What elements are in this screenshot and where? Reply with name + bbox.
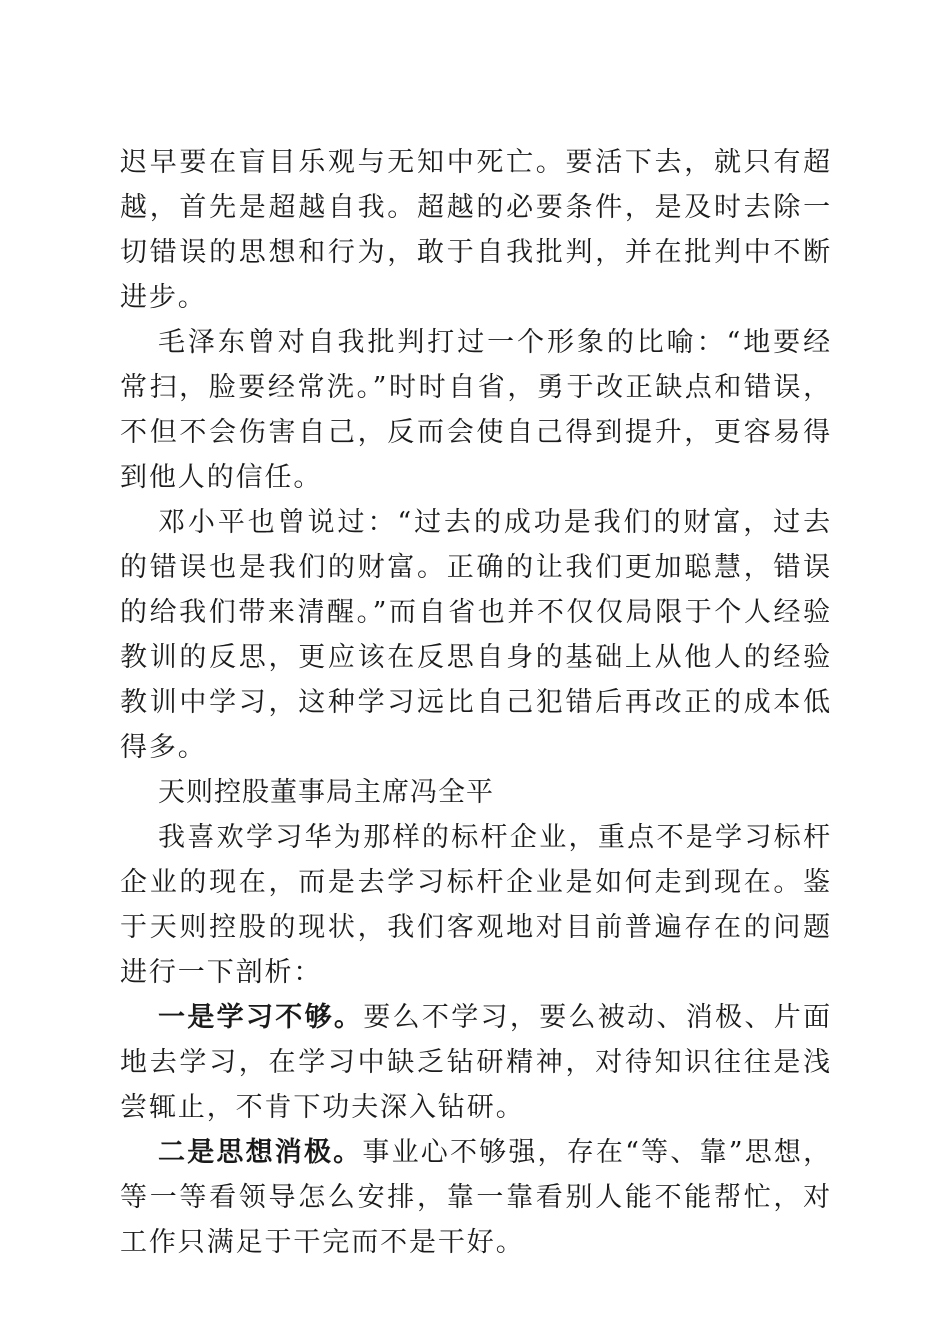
section-speaker-heading	[120, 770, 832, 815]
paragraph-benchmark	[120, 815, 832, 995]
paragraph-deng-xiaoping	[120, 500, 832, 770]
paragraph-mao-zedong	[120, 320, 832, 500]
paragraph-text: 毛泽东曾对自我批判打过一个形象的比喻：“地要经常扫，脸要经常洗。”时时自省，勇于改正缺点和错误，不但不会伤害自己，反而会使自己得到提升，更容易得到他人的信任。	[120, 327, 832, 493]
paragraph-text: 事业心不够强，存在“等、靠”思想，等一等看领导怎么安排，靠一靠看别人能不能帮忙，对工作只满足于干完而不是干好。	[120, 1137, 832, 1258]
paragraph-point-one	[120, 995, 832, 1130]
point-lead: 一是学习不够。	[158, 1002, 364, 1033]
paragraph-point-two	[120, 1130, 832, 1265]
paragraph-text: 天则控股董事局主席冯全平	[158, 777, 494, 808]
paragraph-text: 迟早要在盲目乐观与无知中死亡。要活下去，就只有超越，首先是超越自我。超越的必要条件，是及时去除一切错误的思想和行为，敢于自我批判，并在批判中不断进步。	[120, 147, 832, 313]
point-lead: 二是思想消极。	[158, 1137, 363, 1168]
paragraph-text: 邓小平也曾说过：“过去的成功是我们的财富，过去的错误也是我们的财富。正确的让我们更加聪慧，错误的给我们带来清醒。”而自省也并不仅仅局限于个人经验教训的反思，更应该在反思自身的基础上从他人的经验教训中学习，这种学习远比自己犯错后再改正的成本低得多。	[120, 507, 832, 763]
document-body	[120, 140, 832, 1265]
paragraph-text: 要么不学习，要么被动、消极、片面地去学习，在学习中缺乏钻研精神，对待知识往往是浅尝辄止，不肯下功夫深入钻研。	[120, 1002, 832, 1123]
paragraph-continuation	[120, 140, 832, 320]
paragraph-text: 我喜欢学习华为那样的标杆企业，重点不是学习标杆企业的现在，而是去学习标杆企业是如何走到现在。鉴于天则控股的现状，我们客观地对目前普遍存在的问题进行一下剖析：	[120, 822, 832, 988]
